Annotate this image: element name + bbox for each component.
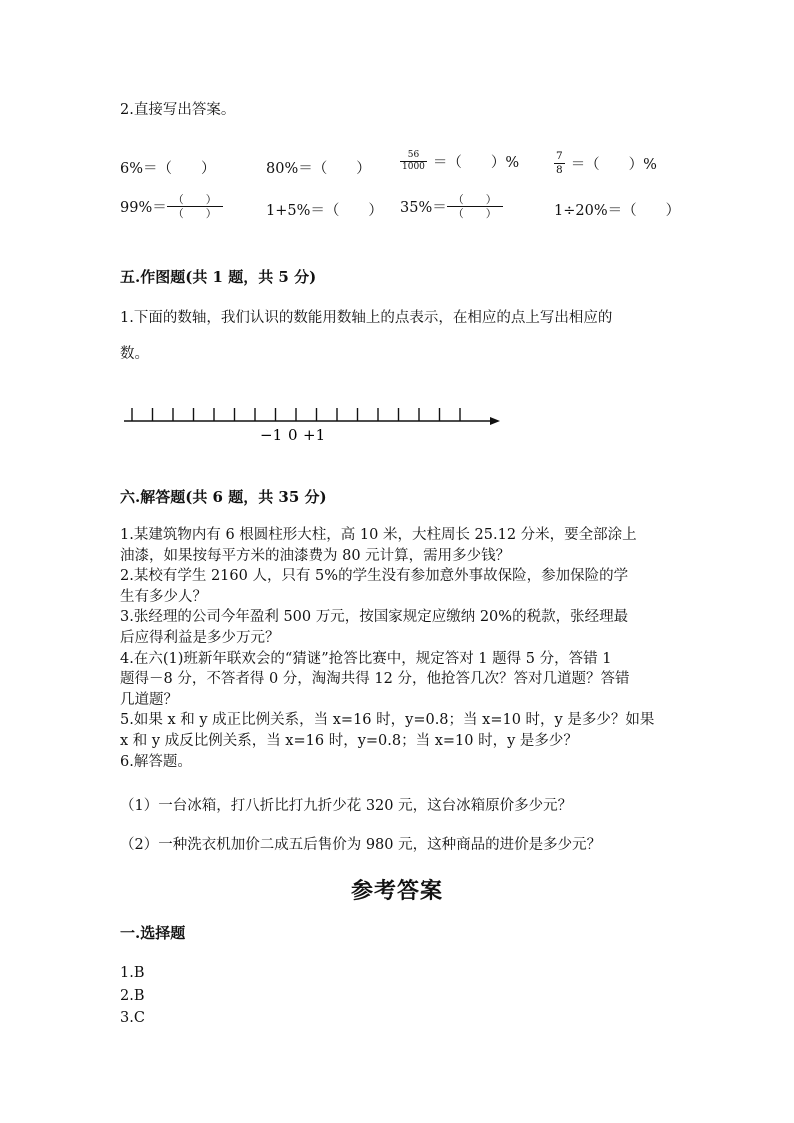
question-line: 4.在六(1)班新年联欢会的“猜谜”抢答比赛中，规定答对 1 题得 5 分，答错 1: [120, 650, 612, 667]
section-5-question-line-2: 数。: [120, 346, 149, 362]
question-line: 后应得利益是多少万元？: [120, 629, 280, 646]
answer-item: 2.B: [120, 987, 145, 1004]
number-line-ticks: [132, 408, 460, 421]
blank-numerator: （ ）: [452, 193, 497, 206]
question-line: 3.张经理的公司今年盈利 500 万元，按国家规定应缴纳 20%的税款，张经理最: [120, 609, 629, 626]
blank-fraction: [167, 194, 223, 219]
question-line: x 和 y 成反比例关系，当 x=16 时，y=0.8；当 x=10 时，y 是多少？: [120, 732, 578, 749]
answers-title: 参考答案: [350, 878, 443, 904]
label-zero: 0: [288, 426, 298, 444]
question-1-plus-5-percent: 1+5%＝（ ）: [266, 203, 383, 219]
answer-item: 1.B: [120, 965, 145, 981]
label-neg1: −1: [260, 426, 283, 444]
question-35-percent: [400, 194, 503, 219]
sub-question-1: （1）一台冰箱，打八折比打九折少花 320 元，这台冰箱原价多少元？: [120, 798, 573, 814]
sub-question-2: （2）一种洗衣机加价二成五后售价为 980 元，这种商品的进价是多少元？: [120, 837, 602, 853]
number-line-arrow: [490, 417, 500, 425]
blank-denominator: （ ）: [167, 206, 223, 219]
question-80-percent: 80%＝（ ）: [266, 161, 371, 177]
question-6-percent: 6%＝（ ）: [120, 161, 216, 177]
answers-section-1-heading: 一.选择题: [120, 924, 186, 942]
fraction-56-1000: [400, 151, 427, 172]
number-line: [118, 400, 508, 448]
fraction-numerator: 7: [556, 150, 563, 162]
fraction-7-8: [554, 151, 565, 175]
question-lead: 35%＝: [400, 200, 447, 216]
answer-item: 3.C: [120, 1010, 145, 1026]
question-99-percent: [120, 194, 223, 219]
question-lead: 99%＝: [120, 200, 167, 216]
question-line: 题得－8 分，不答者得 0 分，淘淘共得 12 分，他抢答几次？答对几道题？答错: [120, 671, 630, 688]
label-pos1: +1: [303, 426, 326, 444]
blank-fraction: [447, 194, 503, 219]
question-line: 几道题？: [120, 691, 178, 708]
question-line: 6.解答题。: [120, 753, 192, 770]
question-1-div-20-percent: 1÷20%＝（ ）: [554, 203, 681, 219]
answers-list: [120, 962, 145, 1030]
section-5-question-line-1: 1.下面的数轴，我们认识的数能用数轴上的点表示，在相应的点上写出相应的: [120, 310, 613, 326]
section-6-heading: 六.解答题(共 6 题，共 35 分): [120, 488, 327, 506]
question-line: 油漆，如果按每平方米的油漆费为 80 元计算，需用多少钱？: [120, 547, 511, 564]
question-line: 2.某校有学生 2160 人，只有 5%的学生没有参加意外事故保险，参加保险的学: [120, 568, 629, 585]
question-7-over-8: [554, 151, 657, 175]
question-rest: ＝（ ）%: [432, 155, 520, 171]
section-5-heading: 五.作图题(共 1 题，共 5 分): [120, 268, 317, 286]
section-2-heading: 2.直接写出答案。: [120, 102, 236, 118]
fraction-denominator: 8: [556, 163, 563, 176]
blank-numerator: （ ）: [172, 193, 217, 206]
question-line: 生有多少人？: [120, 588, 207, 605]
fraction-numerator: 56: [407, 150, 420, 160]
section-6-questions: [120, 525, 654, 772]
question-line: 1.某建筑物内有 6 根圆柱形大柱，高 10 米，大柱周长 25.12 分米，要全部涂上: [120, 527, 637, 543]
blank-denominator: （ ）: [447, 206, 503, 219]
question-line: 5.如果 x 和 y 成正比例关系，当 x=16 时，y=0.8；当 x=10 时，y 是多少？如果: [120, 712, 655, 729]
question-rest: ＝（ ）%: [570, 156, 657, 173]
question-56-over-1000: [400, 151, 519, 172]
fraction-denominator: 1000: [402, 162, 425, 172]
